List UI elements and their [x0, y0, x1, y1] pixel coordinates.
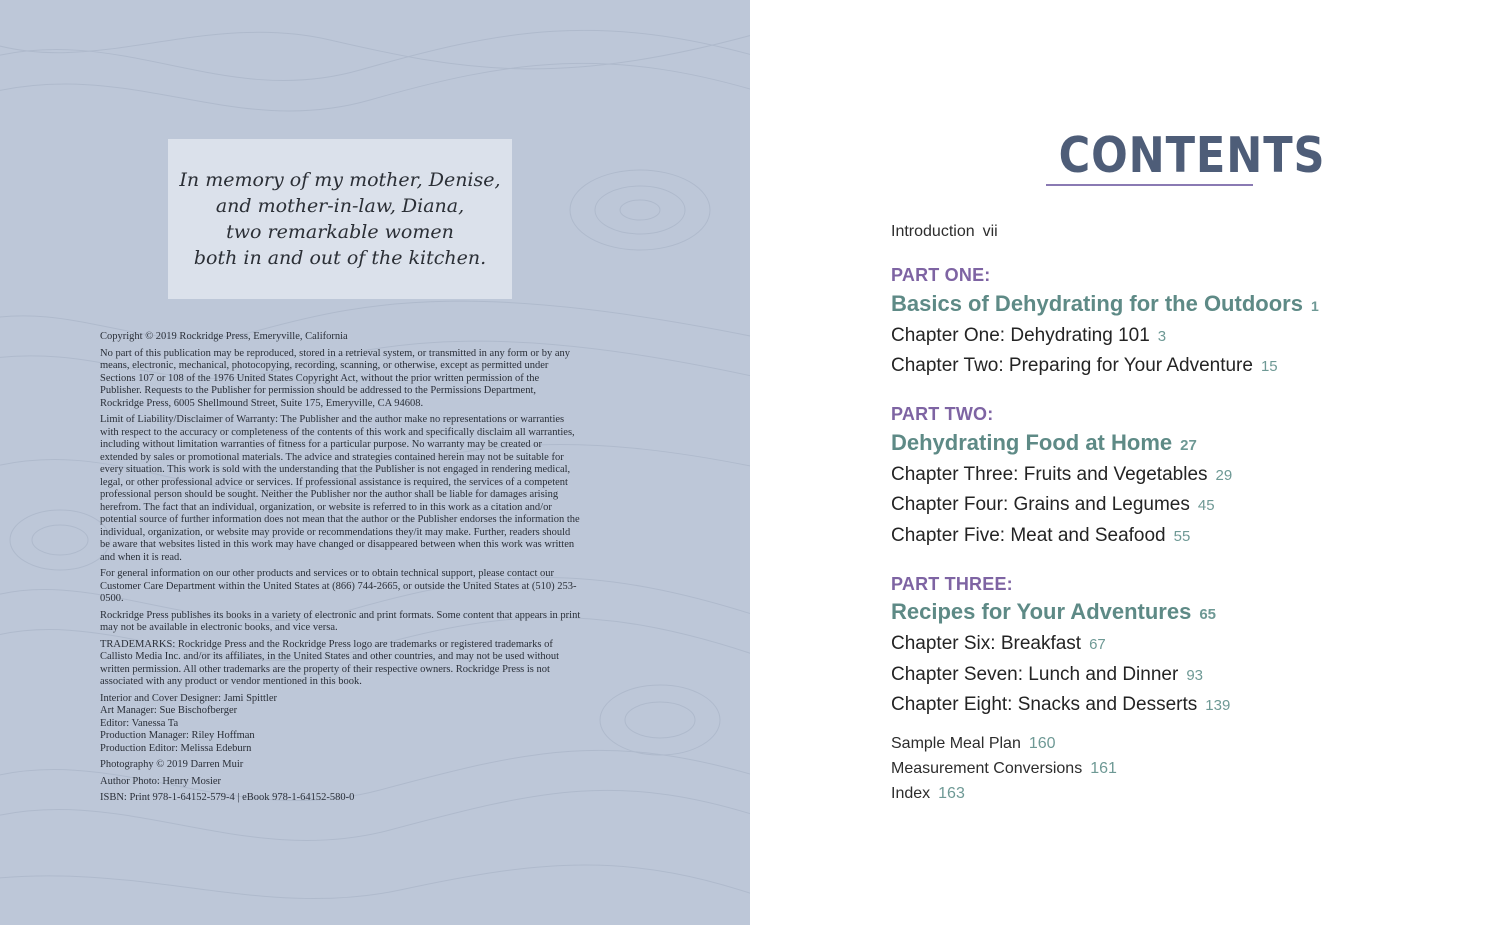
toc-page-number: 3	[1157, 328, 1167, 345]
credit-line: Production Editor: Melissa Edeburn	[100, 742, 252, 754]
toc-chapter-six[interactable]	[891, 633, 1106, 655]
toc-chapter-one[interactable]	[891, 325, 1166, 347]
toc-page-number: 163	[938, 785, 965, 802]
toc-entry-label: Measurement Conversions	[891, 760, 1083, 777]
copyright-line: Copyright © 2019 Rockridge Press, Emeryville, California	[100, 331, 348, 342]
dedication-line: two remarkable women	[226, 221, 454, 243]
photography-credit: Photography © 2019 Darren Muir	[100, 759, 244, 770]
part-two-label: PART TWO:	[891, 404, 994, 424]
part-three-label: PART THREE:	[891, 574, 1013, 594]
chapter-title: Chapter Four: Grains and Legumes	[891, 494, 1190, 515]
part-title-text: Recipes for Your Adventures	[891, 599, 1192, 624]
dedication-line: both in and out of the kitchen.	[193, 247, 487, 269]
toc-entry-label: Sample Meal Plan	[891, 735, 1021, 752]
chapter-title: Chapter Seven: Lunch and Dinner	[891, 664, 1179, 685]
toc-page-number: 45	[1197, 497, 1215, 514]
copyright-paragraph: TRADEMARKS: Rockridge Press and the Rockridge Press logo are trademarks or registered trademarks of Callisto Media Inc. and/or its affiliates, in the United States and other countries, and may not be used without written permission. All other trademarks are the property of their respective owners. Rockridge Press is not associated with any product or vendor mentioned in this book.	[100, 638, 560, 687]
copyright-paragraph: For general information on our other products and services or to obtain technical support, please contact our Customer Care Department within the United States at (866) 744-2665, or outside the United States at (510) 253-0500.	[100, 568, 577, 604]
credit-line: Production Manager: Riley Hoffman	[100, 730, 255, 741]
toc-measurement-conversions[interactable]	[891, 760, 1117, 778]
toc-entry-label: Introduction	[891, 223, 975, 240]
part-three-title[interactable]	[891, 599, 1216, 625]
dedication-line: In memory of my mother, Denise,	[179, 169, 501, 191]
toc-chapter-three[interactable]	[891, 464, 1232, 486]
dedication-box	[168, 139, 512, 299]
toc-page-number: 1	[1310, 298, 1319, 314]
dedication-line: and mother-in-law, Diana,	[215, 195, 465, 217]
toc-page-number: 27	[1180, 437, 1197, 454]
credit-line: Editor: Vanessa Ta	[100, 717, 179, 729]
credit-line: Interior and Cover Designer: Jami Spittler	[100, 692, 277, 704]
toc-page-number: 160	[1028, 735, 1056, 752]
toc-sample-meal-plan[interactable]	[891, 735, 1056, 753]
toc-chapter-four[interactable]	[891, 494, 1215, 516]
copyright-block	[100, 331, 582, 809]
toc-page-number: 65	[1199, 606, 1217, 623]
contents-title-underline	[1046, 184, 1253, 186]
chapter-title: Chapter Eight: Snacks and Desserts	[891, 694, 1198, 715]
toc-page-number: 139	[1205, 697, 1231, 714]
toc-page-number: 29	[1215, 467, 1233, 484]
toc-chapter-five[interactable]	[891, 525, 1190, 547]
chapter-title: Chapter Two: Preparing for Your Adventure	[891, 355, 1253, 376]
part-one-label: PART ONE:	[891, 265, 991, 285]
toc-chapter-seven[interactable]	[891, 664, 1203, 686]
toc-page-number: 67	[1089, 636, 1106, 653]
part-title-text: Dehydrating Food at Home	[891, 430, 1173, 455]
part-title-text: Basics of Dehydrating for the Outdoors	[891, 291, 1303, 316]
chapter-title: Chapter Six: Breakfast	[891, 633, 1082, 654]
toc-page-number: vii	[982, 223, 998, 240]
part-one-title[interactable]	[891, 291, 1319, 317]
toc-page-number: 55	[1173, 528, 1191, 545]
chapter-title: Chapter Three: Fruits and Vegetables	[891, 464, 1208, 485]
toc-entry-label: Index	[891, 785, 931, 802]
copyright-paragraph: No part of this publication may be reproduced, stored in a retrieval system, or transmitted in any form or by any means, electronic, mechanical, photocopying, recording, scanning, or otherwise, except as permitted under Sections 107 or 108 of the 1976 United States Copyright Act, without the prior written permission of the Publisher. Requests to the Publisher for permission should be addressed to the Permissions Department, Rockridge Press, 6005 Shellmound Street, Suite 175, Emeryville, CA 94608.	[100, 347, 571, 409]
toc-chapter-eight[interactable]	[891, 694, 1230, 716]
chapter-title: Chapter Five: Meat and Seafood	[891, 525, 1166, 546]
part-two-title[interactable]	[891, 430, 1197, 456]
credit-line: Art Manager: Sue Bischofberger	[100, 705, 238, 716]
right-page	[750, 0, 1500, 925]
copyright-paragraph: Rockridge Press publishes its books in a variety of electronic and print formats. Some content that appears in print may not be available in electronic books, and vice versa.	[100, 609, 581, 633]
contents-title: CONTENTS	[1058, 127, 1326, 184]
isbn-line: ISBN: Print 978-1-64152-579-4 | eBook 978-1-64152-580-0	[100, 792, 355, 803]
toc-introduction[interactable]	[891, 223, 998, 241]
toc-chapter-two[interactable]	[891, 355, 1278, 377]
toc-page-number: 161	[1090, 760, 1117, 777]
copyright-paragraph: Limit of Liability/Disclaimer of Warranty: The Publisher and the author make no representations or warranties with respect to the accuracy or completeness of the contents of this work and specifically disclaim all warranties, including without limitation warranties of fitness for a particular purpose. No warranty may be created or extended by sales or promotional materials. The advice and strategies contained herein may not be suitable for every situation. This work is sold with the understanding that the Publisher is not engaged in rendering medical, legal, or other professional advice or services. If professional assistance is required, the services of a competent professional person should be sought. Neither the Publisher nor the author shall be liable for damages arising herefrom. The fact that an individual, organization, or website is referred to in this work as a citation and/or potential source of further information does not mean that the author or the Publisher endorses the information the individual, organization, or website may provide or recommendations they/it may make. Further, readers should be aware that websites listed in this work may have changed or disappeared between when this work was written and when it is read.	[100, 414, 580, 563]
toc-page-number: 15	[1260, 358, 1278, 375]
chapter-title: Chapter One: Dehydrating 101	[891, 325, 1150, 346]
toc-page-number: 93	[1186, 667, 1203, 684]
author-photo-credit: Author Photo: Henry Mosier	[100, 775, 222, 787]
toc-index[interactable]	[891, 785, 965, 803]
